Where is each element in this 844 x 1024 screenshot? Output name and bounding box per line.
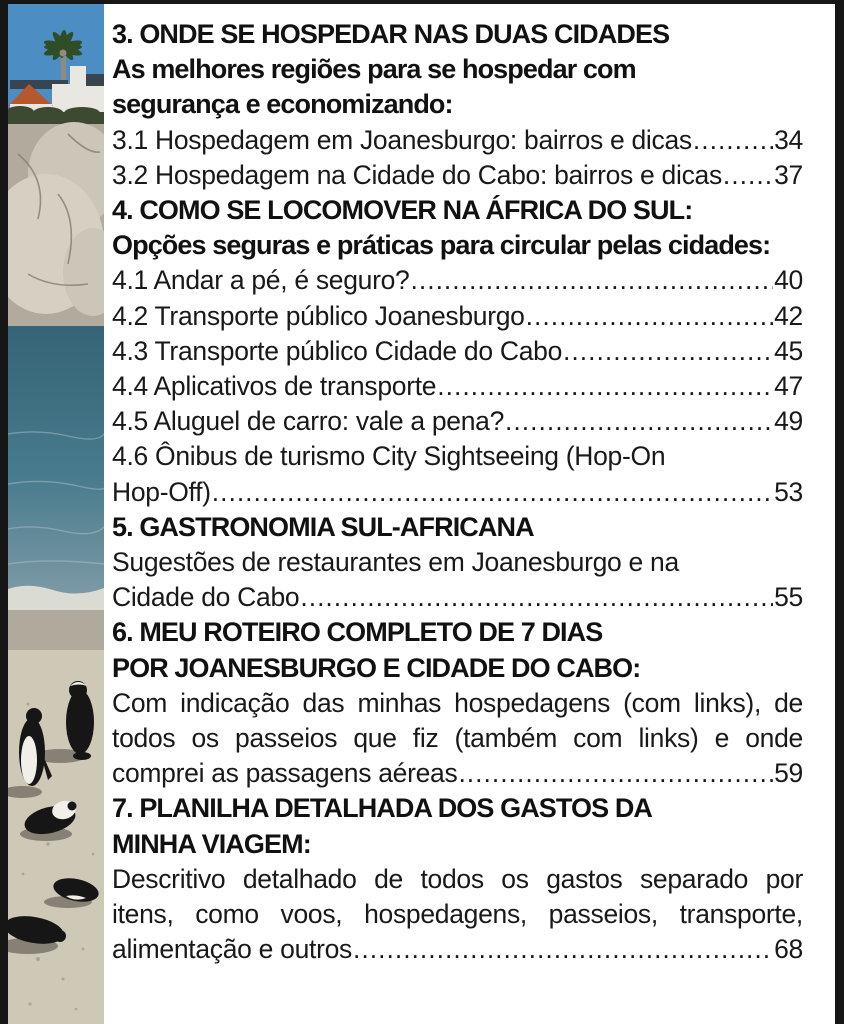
- toc-text-line: itens, como voos, hospedagens, passeios, transporte,: [112, 899, 803, 930]
- toc-text-line: Com indicação das minhas hospedagens (com links), de: [112, 687, 803, 718]
- toc-text-line: Descritivo detalhado de todos os gastos separado por: [112, 863, 803, 894]
- toc-dot-leader: [723, 158, 773, 193]
- toc-dot-leader: [693, 123, 773, 158]
- toc-page-number: 37: [774, 159, 803, 190]
- sea-water: [8, 326, 104, 598]
- toc-entry-label: Hop-Off): [112, 476, 211, 507]
- toc-entry: [112, 299, 803, 334]
- toc-text-line: 4.6 Ônibus de turismo City Sightseeing (Hop-On: [112, 441, 666, 472]
- toc-entry: [112, 158, 803, 193]
- toc-heading: 7. PLANILHA DETALHADA DOS GASTOS DA: [112, 793, 653, 824]
- toc-heading: MINHA VIAGEM:: [112, 828, 311, 859]
- page-left-border: [0, 0, 8, 1024]
- toc-heading: 5. GASTRONOMIA SUL-AFRICANA: [112, 511, 534, 542]
- toc-page-number: 53: [774, 476, 803, 507]
- toc-page-number: 40: [774, 265, 803, 296]
- toc-page-number: 42: [774, 300, 803, 331]
- toc-page-number: 68: [774, 934, 803, 965]
- wet-sand: [8, 610, 104, 654]
- page-right-border: [835, 0, 844, 1024]
- toc-dot-leader: [212, 475, 773, 510]
- toc-entry-label: 3.2 Hospedagem na Cidade do Cabo: bairros e dicas: [112, 159, 722, 190]
- toc-entry: [112, 756, 803, 791]
- toc-entry: [112, 932, 803, 967]
- toc-entry-label: Cidade do Cabo: [112, 582, 300, 613]
- toc-dot-leader: [300, 580, 773, 615]
- toc-dot-leader: [563, 334, 773, 369]
- table-of-contents: [104, 4, 835, 1024]
- toc-heading: 6. MEU ROTEIRO COMPLETO DE 7 DIAS: [112, 617, 603, 648]
- toc-entry-label: 4.4 Aplicativos de transporte: [112, 371, 437, 402]
- toc-heading: 4. COMO SE LOCOMOVER NA ÁFRICA DO SUL:: [112, 195, 693, 226]
- boulders-beach-photo-strip: [8, 4, 104, 1024]
- toc-heading: POR JOANESBURGO E CIDADE DO CABO:: [112, 652, 641, 683]
- toc-entry-label: 4.1 Andar a pé, é seguro?: [112, 265, 410, 296]
- granite-boulders: [8, 122, 104, 330]
- toc-entry-label: comprei as passagens aéreas: [112, 758, 458, 789]
- toc-heading: Opções seguras e práticas para circular pelas cidades:: [112, 230, 771, 261]
- toc-dot-leader: [526, 299, 773, 334]
- toc-entry-label: 4.5 Aluguel de carro: vale a pena?: [112, 406, 505, 437]
- toc-entry: [112, 404, 803, 439]
- toc-entry-label: 4.2 Transporte público Joanesburgo: [112, 300, 525, 331]
- toc-entry-label: alimentação e outros: [112, 934, 353, 965]
- toc-entry: [112, 580, 803, 615]
- toc-text-line: Sugestões de restaurantes em Joanesburgo e na: [112, 547, 679, 578]
- toc-entry-label: 4.3 Transporte público Cidade do Cabo: [112, 335, 563, 366]
- beach-scene-illustration: [8, 4, 104, 1024]
- toc-text-line: todos os passeios que fiz (também com links) e onde: [112, 723, 803, 754]
- toc-dot-leader: [505, 404, 773, 439]
- toc-page-number: 59: [774, 758, 803, 789]
- toc-dot-leader: [437, 369, 773, 404]
- toc-page-number: 47: [774, 371, 803, 402]
- toc-entry-label: 3.1 Hospedagem em Joanesburgo: bairros e dicas: [112, 124, 692, 155]
- toc-dot-leader: [458, 756, 773, 791]
- toc-page-number: 34: [774, 124, 803, 155]
- toc-entry: [112, 263, 803, 298]
- toc-entry: [112, 123, 803, 158]
- toc-dot-leader: [410, 263, 773, 298]
- toc-page-number: 45: [774, 335, 803, 366]
- toc-dot-leader: [353, 932, 773, 967]
- toc-heading: As melhores regiões para se hospedar com: [112, 54, 636, 85]
- toc-entry: [112, 475, 803, 510]
- toc-heading: 3. ONDE SE HOSPEDAR NAS DUAS CIDADES: [112, 19, 670, 49]
- toc-heading: segurança e economizando:: [112, 89, 453, 120]
- toc-page-number: 55: [774, 582, 803, 613]
- toc-entry: [112, 369, 803, 404]
- toc-entry: [112, 334, 803, 369]
- toc-page-number: 49: [774, 406, 803, 437]
